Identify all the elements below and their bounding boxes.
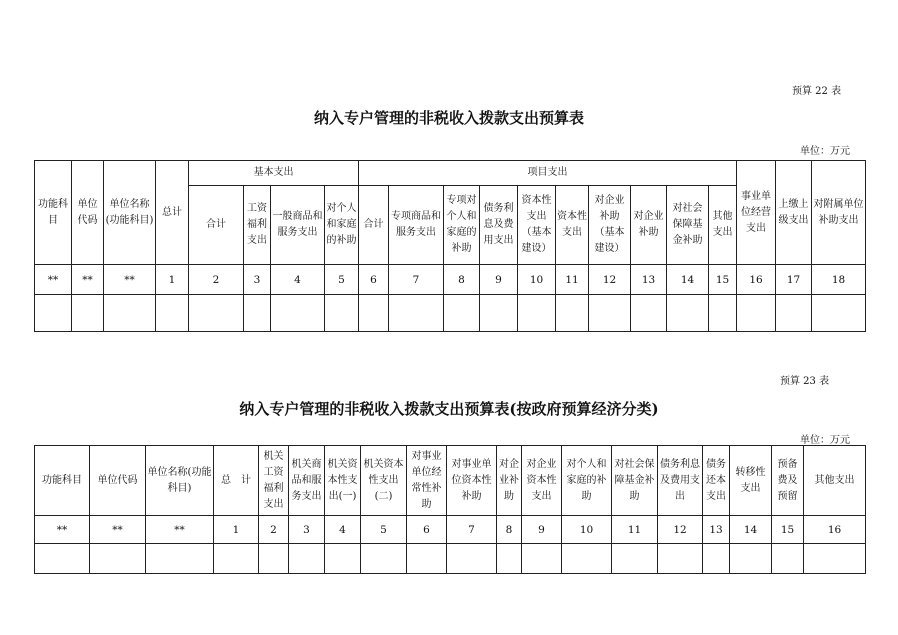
hdr-project-col: 债务利息及费用支出 (480, 186, 518, 265)
data-cell (667, 295, 709, 332)
index-cell: 2 (259, 516, 289, 544)
index-cell: ** (90, 516, 146, 544)
data-cell (480, 295, 518, 332)
hdr-project-col: 资本性支出 (556, 186, 589, 265)
data-cell (776, 295, 812, 332)
index-cell: 17 (776, 265, 812, 295)
header-cell: 机关商品和服务支出 (289, 446, 325, 516)
data-cell (737, 295, 776, 332)
index-cell: 16 (804, 516, 866, 544)
hdr-subsidiary-aid: 对附属单位补助支出 (812, 161, 866, 265)
budget-table-23 (34, 445, 866, 574)
data-cell (325, 544, 361, 574)
header-cell: 对事业单位资本性补助 (447, 446, 497, 516)
empty-data-row (35, 544, 866, 574)
index-row (35, 265, 866, 295)
data-cell (189, 295, 244, 332)
hdr-project-col: 其他支出 (709, 186, 737, 265)
index-cell: 15 (709, 265, 737, 295)
hdr-biz-operating: 事业单位经营支出 (737, 161, 776, 265)
header-cell: 单位名称(功能科目) (146, 446, 214, 516)
index-cell: 11 (612, 516, 658, 544)
index-cell: 2 (189, 265, 244, 295)
index-cell: 18 (812, 265, 866, 295)
data-cell (556, 295, 589, 332)
table-title-1: 纳入专户管理的非税收入拨款支出预算表 (313, 109, 584, 127)
data-cell (35, 544, 90, 574)
index-cell: 6 (407, 516, 447, 544)
hdr-basic-expenditure: 基本支出 (189, 161, 359, 186)
data-cell (244, 295, 271, 332)
data-cell (361, 544, 407, 574)
data-cell (612, 544, 658, 574)
data-cell (72, 295, 104, 332)
index-cell: 15 (772, 516, 804, 544)
header-cell: 转移性支出 (730, 446, 772, 516)
index-cell: 10 (518, 265, 556, 295)
index-cell: ** (35, 516, 90, 544)
data-cell (271, 295, 325, 332)
empty-data-row (35, 295, 866, 332)
unit-label-1: 单位：万元 (800, 146, 850, 157)
index-cell: ** (35, 265, 72, 295)
data-cell (631, 295, 667, 332)
header-cell: 预备费及预留 (772, 446, 804, 516)
header-cell: 对事业单位经常性补助 (407, 446, 447, 516)
data-cell (772, 544, 804, 574)
hdr-project-expenditure: 项目支出 (359, 161, 737, 186)
index-cell: 12 (658, 516, 703, 544)
data-cell (146, 544, 214, 574)
index-cell: ** (104, 265, 156, 295)
index-cell: 14 (730, 516, 772, 544)
index-cell: 9 (480, 265, 518, 295)
data-cell (444, 295, 480, 332)
index-cell: 13 (631, 265, 667, 295)
hdr-project-col: 合计 (359, 186, 389, 265)
data-cell (703, 544, 730, 574)
index-row (35, 516, 866, 544)
data-cell (497, 544, 522, 574)
table-number-1: 预算 22 表 (792, 86, 842, 97)
header-cell: 机关资本性支出(二) (361, 446, 407, 516)
index-cell: 8 (497, 516, 522, 544)
header-cell: 债务利息及费用支出 (658, 446, 703, 516)
data-cell (389, 295, 444, 332)
data-cell (518, 295, 556, 332)
data-cell (35, 295, 72, 332)
index-cell: 3 (289, 516, 325, 544)
hdr-basic-col: 对个人和家庭的补助 (325, 186, 359, 265)
index-cell: ** (146, 516, 214, 544)
index-cell: 9 (522, 516, 562, 544)
data-cell (407, 544, 447, 574)
data-cell (709, 295, 737, 332)
data-cell (104, 295, 156, 332)
hdr-project-col: 专项商品和服务支出 (389, 186, 444, 265)
header-cell: 功能科目 (35, 446, 90, 516)
hdr-upper-payment: 上缴上级支出 (776, 161, 812, 265)
header-cell: 对企业资本性支出 (522, 446, 562, 516)
header-cell: 机关资本性支出(一) (325, 446, 361, 516)
index-cell: 3 (244, 265, 271, 295)
header-cell: 单位代码 (90, 446, 146, 516)
data-cell (90, 544, 146, 574)
index-cell: 4 (325, 516, 361, 544)
data-cell (359, 295, 389, 332)
header-cell: 其他支出 (804, 446, 866, 516)
data-cell (658, 544, 703, 574)
data-cell (214, 544, 259, 574)
header-cell: 对社会保障基金补助 (612, 446, 658, 516)
data-cell (730, 544, 772, 574)
data-cell (812, 295, 866, 332)
budget-table-22 (34, 160, 866, 332)
hdr-project-col: 对企业补助 (631, 186, 667, 265)
index-cell: 8 (444, 265, 480, 295)
index-cell: 7 (447, 516, 497, 544)
header-cell: 机关工资福利支出 (259, 446, 289, 516)
hdr-basic-col: 工资福利支出 (244, 186, 271, 265)
data-cell (289, 544, 325, 574)
data-cell (804, 544, 866, 574)
index-cell: 5 (325, 265, 359, 295)
data-cell (589, 295, 631, 332)
header-cell: 债务还本支出 (703, 446, 730, 516)
index-cell: 6 (359, 265, 389, 295)
header-cell: 总 计 (214, 446, 259, 516)
data-cell (156, 295, 189, 332)
data-cell (325, 295, 359, 332)
header-cell: 对企业补助 (497, 446, 522, 516)
index-cell: 5 (361, 516, 407, 544)
index-cell: 14 (667, 265, 709, 295)
hdr-total: 总计 (156, 161, 189, 265)
hdr-func-subject: 功能科目 (35, 161, 72, 265)
hdr-basic-col: 一般商品和服务支出 (271, 186, 325, 265)
data-cell (447, 544, 497, 574)
data-cell (259, 544, 289, 574)
index-cell: 10 (562, 516, 612, 544)
data-cell (562, 544, 612, 574)
unit-label-2: 单位：万元 (800, 435, 850, 446)
index-cell: 16 (737, 265, 776, 295)
data-cell (522, 544, 562, 574)
index-cell: 11 (556, 265, 589, 295)
index-cell: 7 (389, 265, 444, 295)
index-cell: 1 (156, 265, 189, 295)
header-cell: 对个人和家庭的补助 (562, 446, 612, 516)
index-cell: ** (72, 265, 104, 295)
hdr-project-col: 资本性支出（基本建设） (518, 186, 556, 265)
hdr-unit-name: 单位名称(功能科目) (104, 161, 156, 265)
hdr-project-col: 对社会保障基金补助 (667, 186, 709, 265)
table-number-2: 预算 23 表 (780, 376, 830, 387)
index-cell: 12 (589, 265, 631, 295)
hdr-project-col: 专项对个人和家庭的补助 (444, 186, 480, 265)
hdr-unit-code: 单位代码 (72, 161, 104, 265)
index-cell: 1 (214, 516, 259, 544)
hdr-project-col: 对企业补助（基本建设） (589, 186, 631, 265)
header-row (35, 446, 866, 516)
index-cell: 4 (271, 265, 325, 295)
index-cell: 13 (703, 516, 730, 544)
table-title-2: 纳入专户管理的非税收入拨款支出预算表(按政府预算经济分类) (239, 400, 659, 418)
hdr-basic-col: 合计 (189, 186, 244, 265)
